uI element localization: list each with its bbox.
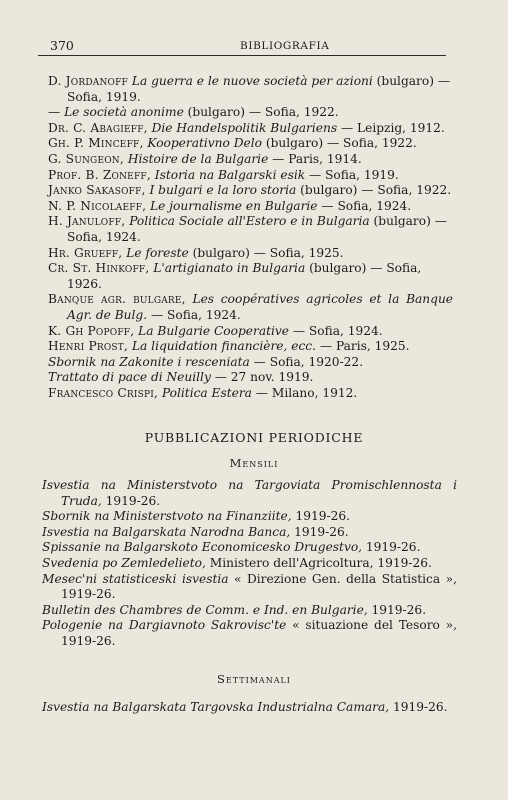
bib-entry: Hr. Grueff, Le foreste (bulgaro) — Sofia, 1925. xyxy=(48,245,344,260)
periodical-entry: Isvestia na Balgarskata Targovska Industrialna Camara, 1919-26. xyxy=(42,700,448,714)
bib-entry: Sbornik na Zakonite i resceniata — Sofia, 1920-22. xyxy=(48,354,364,369)
bib-entry: K. Gh Popoff, La Bulgarie Cooperative — Sofia, 1924. xyxy=(48,323,383,338)
bib-entry: N. P. Nicolaeff, Le journalisme en Bulgarie — Sofia, 1924. xyxy=(48,198,412,213)
periodical-entry: Isvestia na Ministerstvoto na Targoviata Promischlennosta i Truda, 1919-26. xyxy=(42,478,457,508)
running-title: BIBLIOGRAFIA xyxy=(240,40,330,52)
bib-entry: Henri Prost, La liquidation financière, ecc. — Paris, 1925. xyxy=(48,339,410,354)
bibliography-list xyxy=(48,74,453,401)
weekly-heading: Settimanali xyxy=(217,672,291,686)
bib-entry: Janko Sakasoff, I bulgari e la loro storia (bulgaro) — Sofia, 1922. xyxy=(48,183,452,198)
bib-entry: Banque agr. bulgare, Les coopératives agricoles et la Banque Agr. de Bulg. — Sofia, 1924. xyxy=(48,292,454,322)
page-number: 370 xyxy=(50,38,74,53)
bib-entry: D. Jordanoff La guerra e le nuove società per azioni (bulgaro) — Sofia, 1919. xyxy=(48,74,451,104)
bib-entry: Cr. St. Hinkoff, L'artigianato in Bulgaria (bulgaro) — Sofia, 1926. xyxy=(48,261,422,291)
periodical-entry: Mesec'ni statisticeski isvestia « Direzione Gen. della Statistica », 1919-26. xyxy=(42,571,457,602)
bib-entry: — Le società anonime (bulgaro) — Sofia, 1922. xyxy=(48,105,339,120)
bib-entry: Francesco Crispi, Politica Estera — Milano, 1912. xyxy=(48,385,358,400)
bib-entry: Dr. C. Abagieff, Die Handelspolitik Bulgariens — Leipzig, 1912. xyxy=(48,120,445,135)
bib-entry: H. Januloff, Politica Sociale all'Estero e in Bulgaria (bulgaro) — Sofia, 1924. xyxy=(48,214,447,244)
periodical-entry: Sbornik na Ministerstvoto na Finanziite, 1919-26. xyxy=(42,509,351,524)
monthly-list xyxy=(42,478,457,650)
bib-entry: Trattato di pace di Neuilly — 27 nov. 1919. xyxy=(48,370,314,385)
monthly-heading: Mensili xyxy=(229,456,279,470)
bib-entry: Gh. P. Minceff, Kooperativno Delo (bulgaro) — Sofia, 1922. xyxy=(48,136,417,151)
section-title: PUBBLICAZIONI PERIODICHE xyxy=(144,430,364,445)
periodical-entry: Pologenie na Dargiavnoto Sakrovisc'te « situazione del Tesoro », 1919-26. xyxy=(42,618,457,648)
weekly-list xyxy=(42,700,457,716)
page-header xyxy=(38,38,446,56)
bib-entry: Prof. B. Zoneff, Istoria na Balgarski esik — Sofia, 1919. xyxy=(48,167,399,182)
periodical-entry: Svedenia po Zemledelieto, Ministero dell'Agricoltura, 1919-26. xyxy=(42,555,432,570)
periodical-entry: Spissanie na Balgarskoto Economicesko Drugestvo, 1919-26. xyxy=(42,540,421,555)
bib-entry: G. Sungeon, Histoire de la Bulgarie — Paris, 1914. xyxy=(48,151,362,166)
header-rule xyxy=(38,55,446,56)
periodical-entry: Bulletin des Chambres de Comm. e Ind. en Bulgarie, 1919-26. xyxy=(42,602,427,617)
periodical-entry: Isvestia na Balgarskata Narodna Banca, 1919-26. xyxy=(42,524,349,539)
